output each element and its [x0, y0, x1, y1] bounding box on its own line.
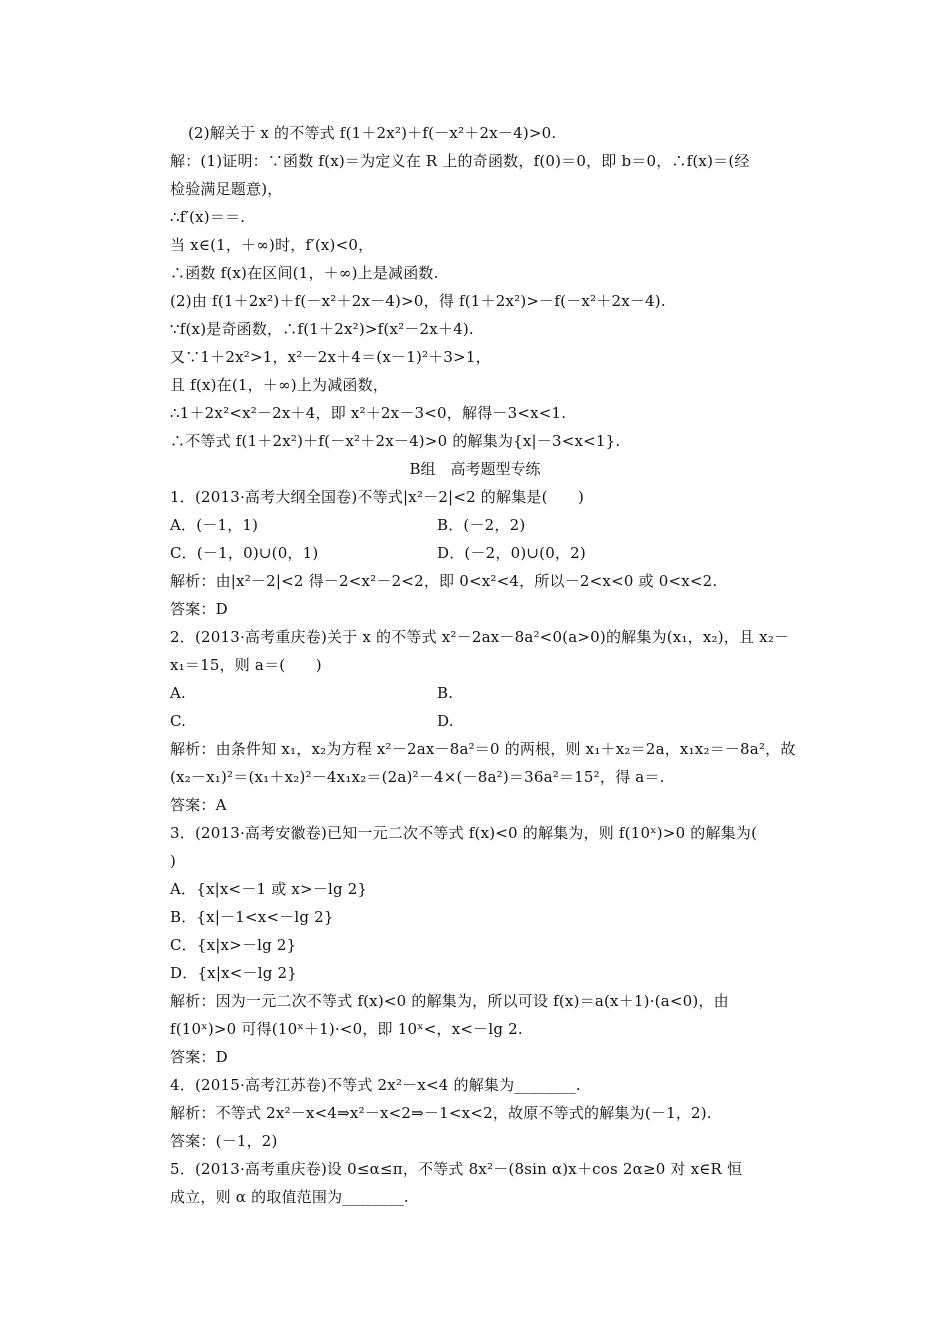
answer-line: 答案：D	[170, 1048, 228, 1066]
option-c: C.	[170, 712, 187, 730]
solution-line: f(10ˣ)>0 可得(10ˣ＋1)·<0，即 10ˣ<，x<－lg 2.	[170, 1020, 523, 1038]
solution-line: 解析：由|x²－2|<2 得－2<x²－2<2，即 0<x²<4，所以－2<x<0 或 0<x<2.	[170, 572, 718, 590]
solution-line: 解析：因为一元二次不等式 f(x)<0 的解集为，所以可设 f(x)＝a(x＋1)·(a<0)，由	[170, 992, 729, 1010]
text-line: ∴不等式 f(1＋2x²)＋f(－x²＋2x－4)>0 的解集为{x|－3<x<1}.	[170, 432, 621, 450]
question-5-cont: 成立，则 α 的取值范围为________.	[170, 1188, 409, 1206]
text-line: 检验满足题意)，	[170, 180, 283, 198]
answer-line: 答案：(－1，2)	[170, 1132, 278, 1150]
question-3-cont: )	[170, 852, 177, 870]
option-a: A．(－1，1)	[170, 516, 259, 534]
text-line: (2)解关于 x 的不等式 f(1＋2x²)＋f(－x²＋2x－4)>0.	[188, 124, 557, 142]
text-line: 且 f(x)在(1，＋∞)上为减函数，	[170, 376, 389, 394]
question-3: 3．(2013·高考安徽卷)已知一元二次不等式 f(x)<0 的解集为，则 f(10ˣ)>0 的解集为(	[170, 824, 758, 842]
question-4: 4．(2015·高考江苏卷)不等式 2x²－x<4 的解集为________.	[170, 1076, 581, 1094]
option-d: D．{x|x<－lg 2}	[170, 964, 297, 982]
question-2-cont: x₁＝15，则 a＝( )	[170, 656, 322, 674]
text-line: (2)由 f(1＋2x²)＋f(－x²＋2x－4)>0，得 f(1＋2x²)>－f(－x²＋2x－4).	[170, 292, 666, 310]
text-line: ∴f′(x)＝＝.	[170, 208, 246, 226]
option-a: A.	[170, 684, 187, 702]
question-5: 5．(2013·高考重庆卷)设 0≤α≤π，不等式 8x²－(8sin α)x＋cos 2α≥0 对 x∈R 恒	[170, 1160, 743, 1178]
solution-line: (x₂－x₁)²＝(x₁＋x₂)²－4x₁x₂＝(2a)²－4×(－8a²)＝36a²＝15²，得 a＝.	[170, 768, 665, 786]
option-b: B.	[437, 684, 454, 702]
answer-line: 答案：A	[170, 796, 227, 814]
option-b: B．(－2，2)	[437, 516, 526, 534]
text-line: ∴函数 f(x)在区间(1，＋∞)上是减函数.	[170, 264, 439, 282]
option-d: D．(－2，0)∪(0，2)	[437, 544, 586, 562]
solution-line: 解析：不等式 2x²－x<4⇒x²－x<2⇒－1<x<2，故原不等式的解集为(－1，2).	[170, 1104, 712, 1122]
question-1: 1．(2013·高考大纲全国卷)不等式|x²－2|<2 的解集是( )	[170, 488, 585, 506]
option-d: D.	[437, 712, 454, 730]
option-b: B．{x|－1<x<－lg 2}	[170, 908, 334, 926]
text-line: 又∵1＋2x²>1，x²－2x＋4＝(x－1)²＋3>1，	[170, 348, 491, 366]
text-line: ∴1＋2x²<x²－2x＋4，即 x²＋2x－3<0，解得－3<x<1.	[170, 404, 567, 422]
text-line: ∵f(x)是奇函数，∴f(1＋2x²)>f(x²－2x＋4).	[170, 320, 474, 338]
text-line: 解：(1)证明：∵函数 f(x)＝为定义在 R 上的奇函数，f(0)＝0，即 b＝0，∴f(x)＝(经	[170, 152, 750, 170]
answer-line: 答案：D	[170, 600, 228, 618]
text-line: 当 x∈(1，＋∞)时，f′(x)<0，	[170, 236, 374, 254]
section-title: B组 高考题型专练	[409, 460, 541, 478]
option-c: C．(－1，0)∪(0，1)	[170, 544, 319, 562]
question-2: 2．(2013·高考重庆卷)关于 x 的不等式 x²－2ax－8a²<0(a>0)的解集为(x₁，x₂)，且 x₂－	[170, 628, 790, 646]
option-c: C．{x|x>－lg 2}	[170, 936, 297, 954]
solution-line: 解析：由条件知 x₁，x₂为方程 x²－2ax－8a²＝0 的两根，则 x₁＋x₂＝2a，x₁x₂＝－8a²，故	[170, 740, 796, 758]
option-a: A．{x|x<－1 或 x>－lg 2}	[170, 880, 368, 898]
